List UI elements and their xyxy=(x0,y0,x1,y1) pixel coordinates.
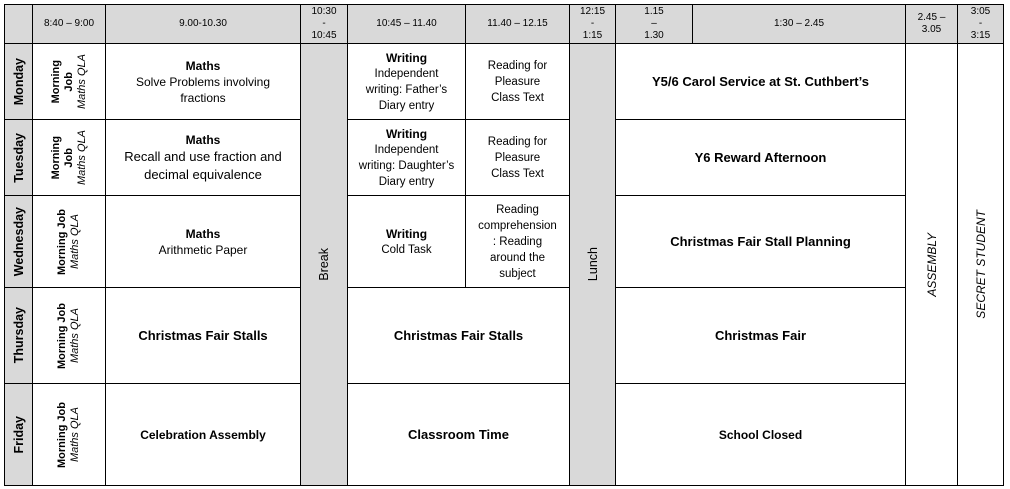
writing-lesson-cell xyxy=(347,119,466,196)
afternoon-activity: School Closed xyxy=(718,427,803,442)
secret-student-column xyxy=(957,43,1004,486)
assembly-column xyxy=(905,43,958,486)
lesson-title: Maths xyxy=(185,132,221,147)
midmorning-activity: Christmas Fair Stalls xyxy=(393,328,524,343)
header-time-slot xyxy=(347,4,466,44)
time-label-line: 1.30 xyxy=(644,30,664,41)
timetable xyxy=(4,4,1004,486)
morning-job-title: Morning Job xyxy=(56,401,68,468)
header-time-slot xyxy=(957,4,1004,44)
time-label-line: 12:15 xyxy=(579,6,606,17)
header-time-slot xyxy=(615,4,693,44)
lesson-title: Maths xyxy=(185,58,221,73)
lesson-detail: Class Text xyxy=(491,91,544,104)
lesson-detail: Pleasure xyxy=(494,75,541,88)
morning-job-title: Morning Job xyxy=(56,208,68,275)
afternoon-activity: Y6 Reward Afternoon xyxy=(694,150,827,165)
morning-job-subtitle: Maths QLA xyxy=(75,53,88,110)
lesson-title: Writing xyxy=(385,226,428,241)
time-label-line: - xyxy=(978,18,983,29)
lesson-detail: Solve Problems involving xyxy=(135,74,271,89)
morning-job-subtitle: Maths QLA xyxy=(69,307,81,364)
day-label: Wednesday xyxy=(11,206,26,277)
afternoon-cell xyxy=(615,119,906,196)
maths-lesson-cell xyxy=(105,195,301,288)
morning-job-cell xyxy=(32,287,106,384)
afternoon-activity: Christmas Fair xyxy=(714,328,807,343)
time-label-line: – xyxy=(651,18,657,29)
time-label: 9.00-10.30 xyxy=(179,18,227,29)
lesson-detail: Class Text xyxy=(491,167,544,180)
lesson-detail: comprehension xyxy=(478,219,557,232)
day-label: Thursday xyxy=(11,307,26,364)
lesson-title: Writing xyxy=(385,126,428,141)
header-time-slot xyxy=(32,4,106,44)
maths-lesson-cell xyxy=(105,43,301,120)
morning-job-subtitle: Maths QLA xyxy=(75,129,88,186)
lesson-detail: Recall and use fraction and xyxy=(124,148,282,164)
time-label-line: 2.45 – xyxy=(917,12,946,23)
header-time-slot xyxy=(692,4,906,44)
lesson-detail: : Reading xyxy=(492,235,543,248)
maths-lesson-cell xyxy=(105,119,301,196)
day-cell-thursday xyxy=(4,287,33,384)
day-cell-tuesday xyxy=(4,119,33,196)
lesson-detail: Reading for xyxy=(487,135,548,148)
morning-activity-cell xyxy=(105,287,301,384)
morning-job-title-line: Morning xyxy=(49,135,62,180)
time-label: 1:30 – 2.45 xyxy=(773,18,825,29)
time-label: 11.40 – 12.15 xyxy=(487,18,548,29)
assembly-label: ASSEMBLY xyxy=(924,232,939,297)
lesson-title: Maths xyxy=(185,226,221,241)
morning-activity-cell xyxy=(105,383,301,486)
header-time-slot xyxy=(465,4,570,44)
lesson-detail: Independent xyxy=(374,67,439,80)
morning-job-cell xyxy=(32,195,106,288)
morning-job-cell xyxy=(32,43,106,120)
day-label: Tuesday xyxy=(11,132,26,183)
morning-job-title-line: Job xyxy=(62,71,75,92)
lesson-detail: Reading xyxy=(496,203,539,216)
afternoon-cell xyxy=(615,383,906,486)
day-cell-wednesday xyxy=(4,195,33,288)
secret-student-label: SECRET STUDENT xyxy=(973,210,988,319)
break-column xyxy=(300,43,348,486)
time-label-line: 1:15 xyxy=(582,30,603,41)
afternoon-activity: Christmas Fair Stall Planning xyxy=(670,234,851,249)
afternoon-activity: Y5/6 Carol Service at St. Cuthbert’s xyxy=(652,74,869,89)
lesson-detail: decimal equivalence xyxy=(144,166,262,182)
morning-job-title-line: Job xyxy=(62,147,75,168)
lesson-detail: writing: Daughter’s xyxy=(358,159,455,172)
lunch-column xyxy=(569,43,616,486)
afternoon-cell xyxy=(615,287,906,384)
morning-activity: Christmas Fair Stalls xyxy=(138,328,268,343)
midmorning-activity: Classroom Time xyxy=(408,427,509,442)
morning-job-subtitle: Maths QLA xyxy=(69,406,81,463)
time-label-line: 10:45 xyxy=(311,30,337,41)
midmorning-activity-cell xyxy=(347,287,570,384)
morning-job-subtitle: Maths QLA xyxy=(69,213,81,270)
time-label-line: 3:05 xyxy=(970,6,991,17)
break-label: Break xyxy=(317,248,331,281)
header-time-slot xyxy=(905,4,958,44)
reading-lesson-cell xyxy=(465,195,570,288)
time-label: 10:45 – 11.40 xyxy=(376,18,437,29)
day-cell-monday xyxy=(4,43,33,120)
header-time-slot xyxy=(300,4,348,44)
time-label-line: 1.15 xyxy=(644,6,664,17)
time-label-line: - xyxy=(322,18,326,29)
morning-job-title: Morning Job xyxy=(56,302,68,369)
writing-lesson-cell xyxy=(347,43,466,120)
morning-job-title-line: Morning xyxy=(49,59,62,104)
time-label: 8:40 – 9:00 xyxy=(43,18,95,29)
lesson-detail: subject xyxy=(499,267,536,280)
time-label-line: 10:30 xyxy=(311,6,337,17)
morning-job-cell xyxy=(32,383,106,486)
lesson-detail: Reading for xyxy=(487,59,548,72)
time-label-line: 3:15 xyxy=(970,30,991,41)
header-corner-cell xyxy=(4,4,33,44)
morning-job-cell xyxy=(32,119,106,196)
lesson-title: Writing xyxy=(385,50,428,65)
lesson-detail: Diary entry xyxy=(378,175,435,188)
lunch-label: Lunch xyxy=(585,247,600,282)
lesson-detail: around the xyxy=(490,251,545,264)
reading-lesson-cell xyxy=(465,119,570,196)
afternoon-cell xyxy=(615,43,906,120)
header-time-slot xyxy=(569,4,616,44)
afternoon-cell xyxy=(615,195,906,288)
midmorning-activity-cell xyxy=(347,383,570,486)
lesson-detail: Cold Task xyxy=(381,243,432,256)
day-label: Friday xyxy=(11,415,26,454)
header-time-slot xyxy=(105,4,301,44)
time-label-line: - xyxy=(590,18,595,29)
morning-activity: Celebration Assembly xyxy=(140,427,266,442)
lesson-detail: fractions xyxy=(180,90,226,105)
reading-lesson-cell xyxy=(465,43,570,120)
lesson-detail: Pleasure xyxy=(494,151,541,164)
writing-lesson-cell xyxy=(347,195,466,288)
lesson-detail: Arithmetic Paper xyxy=(158,242,248,257)
lesson-detail: writing: Father’s xyxy=(365,83,448,96)
day-label: Monday xyxy=(11,57,26,106)
time-label-line: 3.05 xyxy=(921,24,942,35)
day-cell-friday xyxy=(4,383,33,486)
lesson-detail: Independent xyxy=(374,143,439,156)
lesson-detail: Diary entry xyxy=(378,99,435,112)
